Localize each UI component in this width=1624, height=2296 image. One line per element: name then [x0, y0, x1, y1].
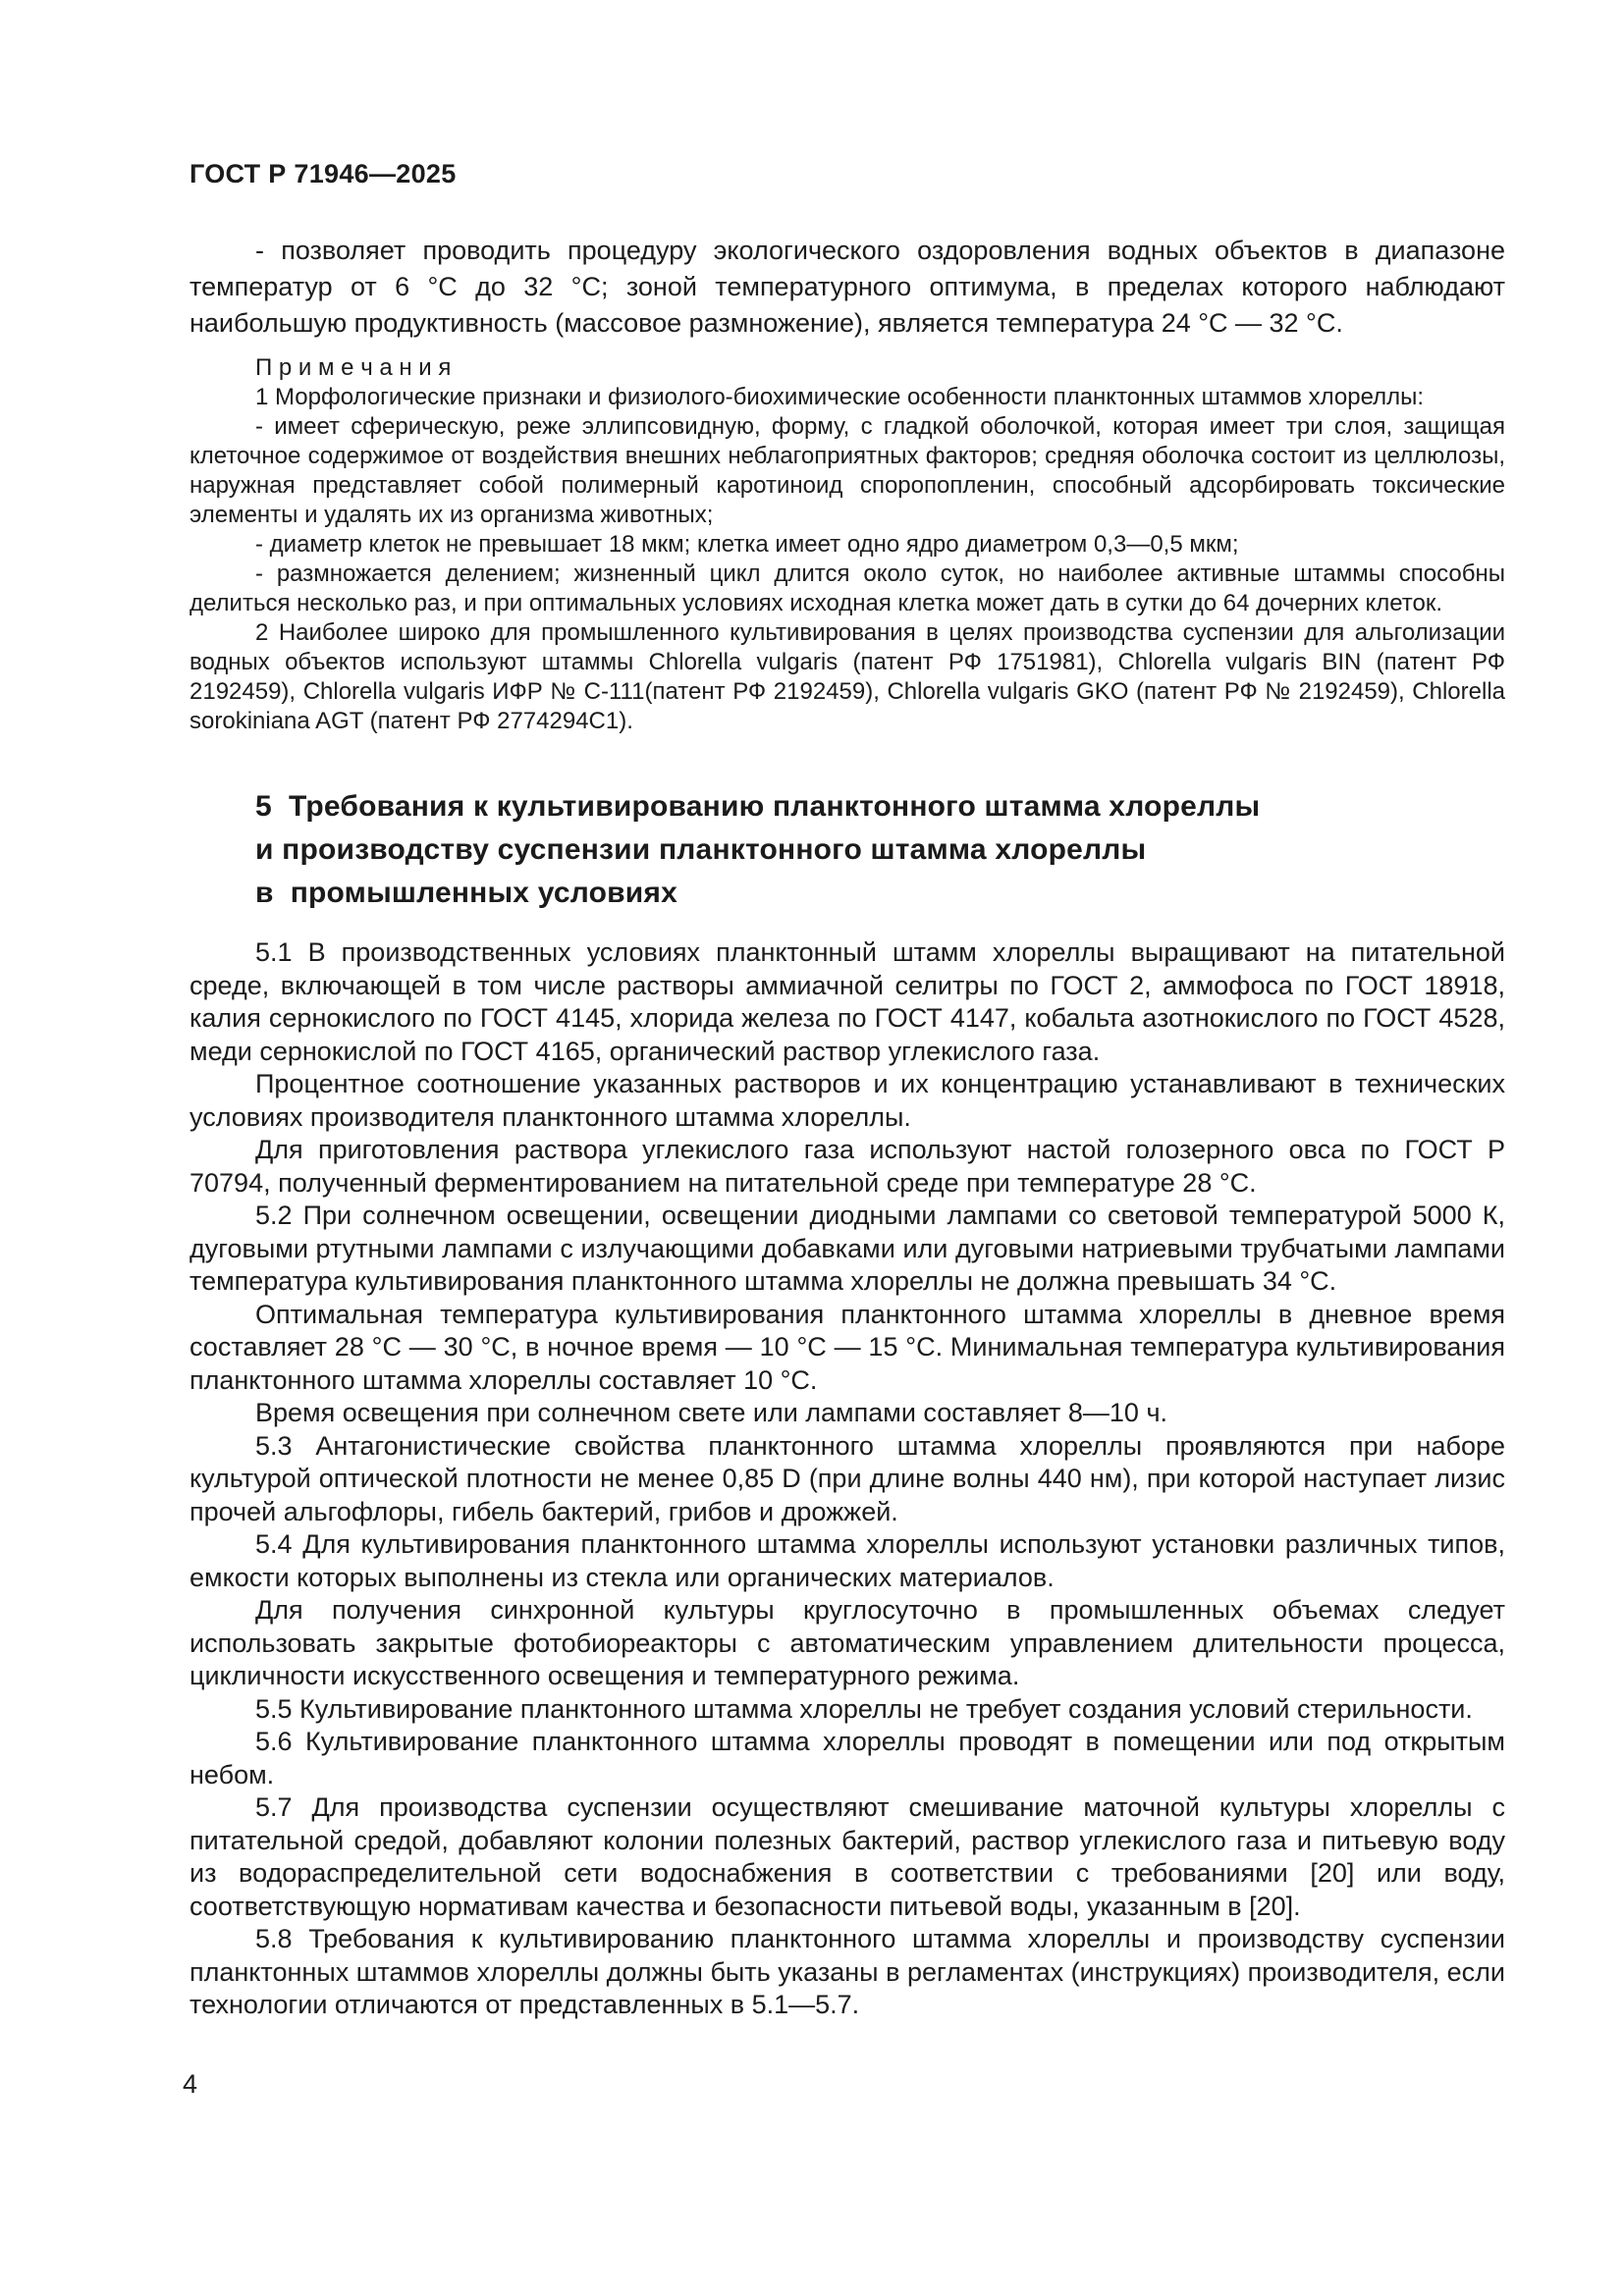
paragraph-5-6: 5.6 Культивирование планктонного штамма хлореллы проводят в помещении или под открытым небом. [189, 1727, 1505, 1789]
paragraph-5-7: 5.7 Для производства суспензии осуществляют смешивание маточной культуры хлореллы с питательной средой, добавляют колонии полезных бактерий, раствор углекислого газа и питьевую воду из водораспределительной сети водоснабжения в соответствии с требованиями [20] или воду, соответствующую нормативам качества и безопасности питьевой воды, указанным в [20]. [189, 1792, 1505, 1921]
section-heading [255, 785, 1505, 915]
note-item: - имеет сферическую, реже эллипсовидную, форму, с гладкой оболочкой, которая имеет три слоя, защищая клеточное содержимое от воздействия внешних неблагоприятных факторов; средняя оболочка состоит из целлюлозы, наружная представляет собой полимерный каротиноид споропопленин, способный адсорбировать токсические элементы и удалять их из организма животных; [189, 413, 1505, 528]
section-heading-line: 5 Требования к культивированию планктонного штамма хлореллы [255, 790, 1261, 823]
paragraph-5-4: 5.4 Для культивирования планктонного штамма хлореллы используют установки различных типов, емкости которых выполнены из стекла или органических материалов. [189, 1529, 1505, 1592]
paragraph-5-3: 5.3 Антагонистические свойства планктонного штамма хлореллы проявляются при наборе культурой оптической плотности не менее 0,85 D (при длине волны 440 нм), при которой наступает лизис прочей альгофлоры, гибель бактерий, грибов и дрожжей. [189, 1430, 1505, 1526]
notes-block [189, 353, 1505, 736]
paragraph-5-8: 5.8 Требования к культивированию планктонного штамма хлореллы и производству суспензии планктонных штаммов хлореллы должны быть указаны в регламентах (инструкциях) производителя, если технологии отличаются от представленных в 5.1—5.7. [189, 1924, 1505, 2019]
note-item: - размножается делением; жизненный цикл длится около суток, но наиболее активные штаммы способны делиться несколько раз, и при оптимальных условиях исходная клетка может дать в сутки до 64 дочерних клеток. [189, 561, 1505, 616]
notes-label: П р и м е ч а н и я [255, 354, 452, 381]
paragraph-5-1: 5.1 В производственных условиях планктонный штамм хлореллы выращивают на питательной среде, включающей в том числе растворы аммиачной селитры по ГОСТ 2, аммофоса по ГОСТ 18918, калия сернокислого по ГОСТ 4145, хлорида железа по ГОСТ 4147, кобальта азотнокислого по ГОСТ 4528, меди сернокислой по ГОСТ 4165, органический раствор углекислого газа. [189, 937, 1505, 1066]
note-item: 2 Наиболее широко для промышленного культивирования в целях производства суспензии для альголизации водных объектов используют штаммы Chlorella vulgaris (патент РФ 1751981), Chlorella vulgaris BIN (патент РФ 2192459), Chlorella vulgaris ИФР № С-111(патент РФ 2192459), Chlorella vulgaris GKO (патент РФ № 2192459), Chlorella sorokiniana AGT (патент РФ 2774294С1). [189, 619, 1505, 734]
page-content [189, 159, 1505, 2022]
intro-paragraph: - позволяет проводить процедуру экологического оздоровления водных объектов в диапазоне температур от 6 °С до 32 °С; зоной температурного оптимума, в пределах которого наблюдают наибольшую продуктивность (массовое размножение), является температура 24 °С — 32 °С. [189, 236, 1505, 338]
paragraph: Время освещения при солнечном свете или лампами составляет 8—10 ч. [255, 1398, 1168, 1427]
paragraph: Для получения синхронной культуры круглосуточно в промышленных объемах следует использовать закрытые фотобиореакторы с автоматическим управлением длительности процесса, цикличности искусственного освещения и температурного режима. [189, 1595, 1505, 1690]
note-item: 1 Морфологические признаки и физиолого-биохимические особенности планктонных штаммов хлореллы: [255, 384, 1425, 410]
section-heading-line: и производству суспензии планктонного штамма хлореллы [255, 833, 1147, 866]
note-item: - диаметр клеток не превышает 18 мкм; клетка имеет одно ядро диаметром 0,3—0,5 мкм; [255, 531, 1239, 558]
paragraph-5-5: 5.5 Культивирование планктонного штамма хлореллы не требует создания условий стерильности. [255, 1693, 1473, 1724]
page-number: 4 [183, 2069, 198, 2099]
section-heading-line: в промышленных условиях [255, 877, 678, 909]
doc-code: ГОСТ Р 71946—2025 [189, 159, 457, 188]
paragraph: Процентное соотношение указанных растворов и их концентрацию устанавливают в технических условиях производителя планктонного штамма хлореллы. [189, 1069, 1505, 1132]
paragraph-5-2: 5.2 При солнечном освещении, освещении диодными лампами со световой температурой 5000 К, дуговыми ртутными лампами с излучающими добавками или дуговыми натриевыми трубчатыми лампами температура культивирования планктонного штамма хлореллы не должна превышать 34 °С. [189, 1201, 1505, 1296]
paragraph: Оптимальная температура культивирования планктонного штамма хлореллы в дневное время составляет 28 °С — 30 °С, в ночное время — 10 °С — 15 °С. Минимальная температура культивирования планктонного штамма хлореллы составляет 10 °С. [189, 1299, 1505, 1395]
paragraph: Для приготовления раствора углекислого газа используют настой голозерного овса по ГОСТ Р 70794, полученный ферментированием на питательной среде при температуре 28 °С. [189, 1135, 1505, 1198]
